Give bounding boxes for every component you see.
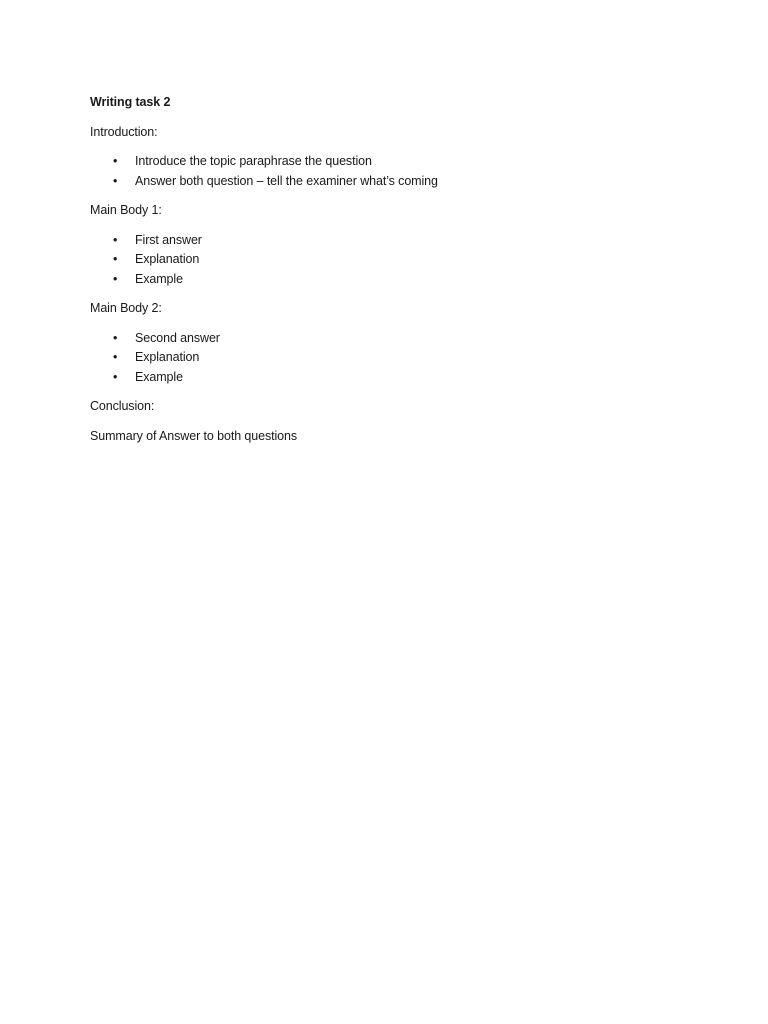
list-item-text: Example xyxy=(135,369,183,384)
list-item xyxy=(90,329,690,349)
document-body xyxy=(90,93,690,446)
list-item xyxy=(90,348,690,368)
section-heading-main-body-1: Main Body 1: xyxy=(90,203,162,217)
bullet-icon: • xyxy=(113,350,118,364)
bullet-icon: • xyxy=(113,369,118,384)
bullet-icon: • xyxy=(113,271,118,286)
conclusion-text: Summary of Answer to both questions xyxy=(90,428,298,443)
bullet-icon: • xyxy=(113,154,118,168)
list-item xyxy=(90,250,690,270)
list-item xyxy=(90,231,690,251)
document-title: Writing task 2 xyxy=(90,95,171,109)
bullet-list-main-body-2 xyxy=(90,329,690,388)
list-item-text: Explanation xyxy=(135,350,200,364)
list-item-text: Answer both question – tell the examiner what’s coming xyxy=(135,173,438,188)
bullet-icon: • xyxy=(113,232,118,247)
list-item-text: Example xyxy=(135,271,183,286)
bullet-icon: • xyxy=(113,330,118,345)
bullet-icon: • xyxy=(113,252,118,266)
list-item-text: Introduce the topic paraphrase the question xyxy=(135,154,372,168)
section-heading-introduction: Introduction: xyxy=(90,124,158,139)
list-item xyxy=(90,270,690,290)
bullet-list-introduction xyxy=(90,152,690,191)
list-item xyxy=(90,368,690,388)
list-item-text: First answer xyxy=(135,232,202,247)
bullet-list-main-body-1 xyxy=(90,231,690,290)
section-heading-conclusion: Conclusion: xyxy=(90,399,155,413)
bullet-icon: • xyxy=(113,173,118,188)
list-item-text: Explanation xyxy=(135,252,200,266)
list-item xyxy=(90,172,690,192)
list-item-text: Second answer xyxy=(135,330,220,345)
section-heading-main-body-2: Main Body 2: xyxy=(90,301,162,315)
list-item xyxy=(90,152,690,172)
